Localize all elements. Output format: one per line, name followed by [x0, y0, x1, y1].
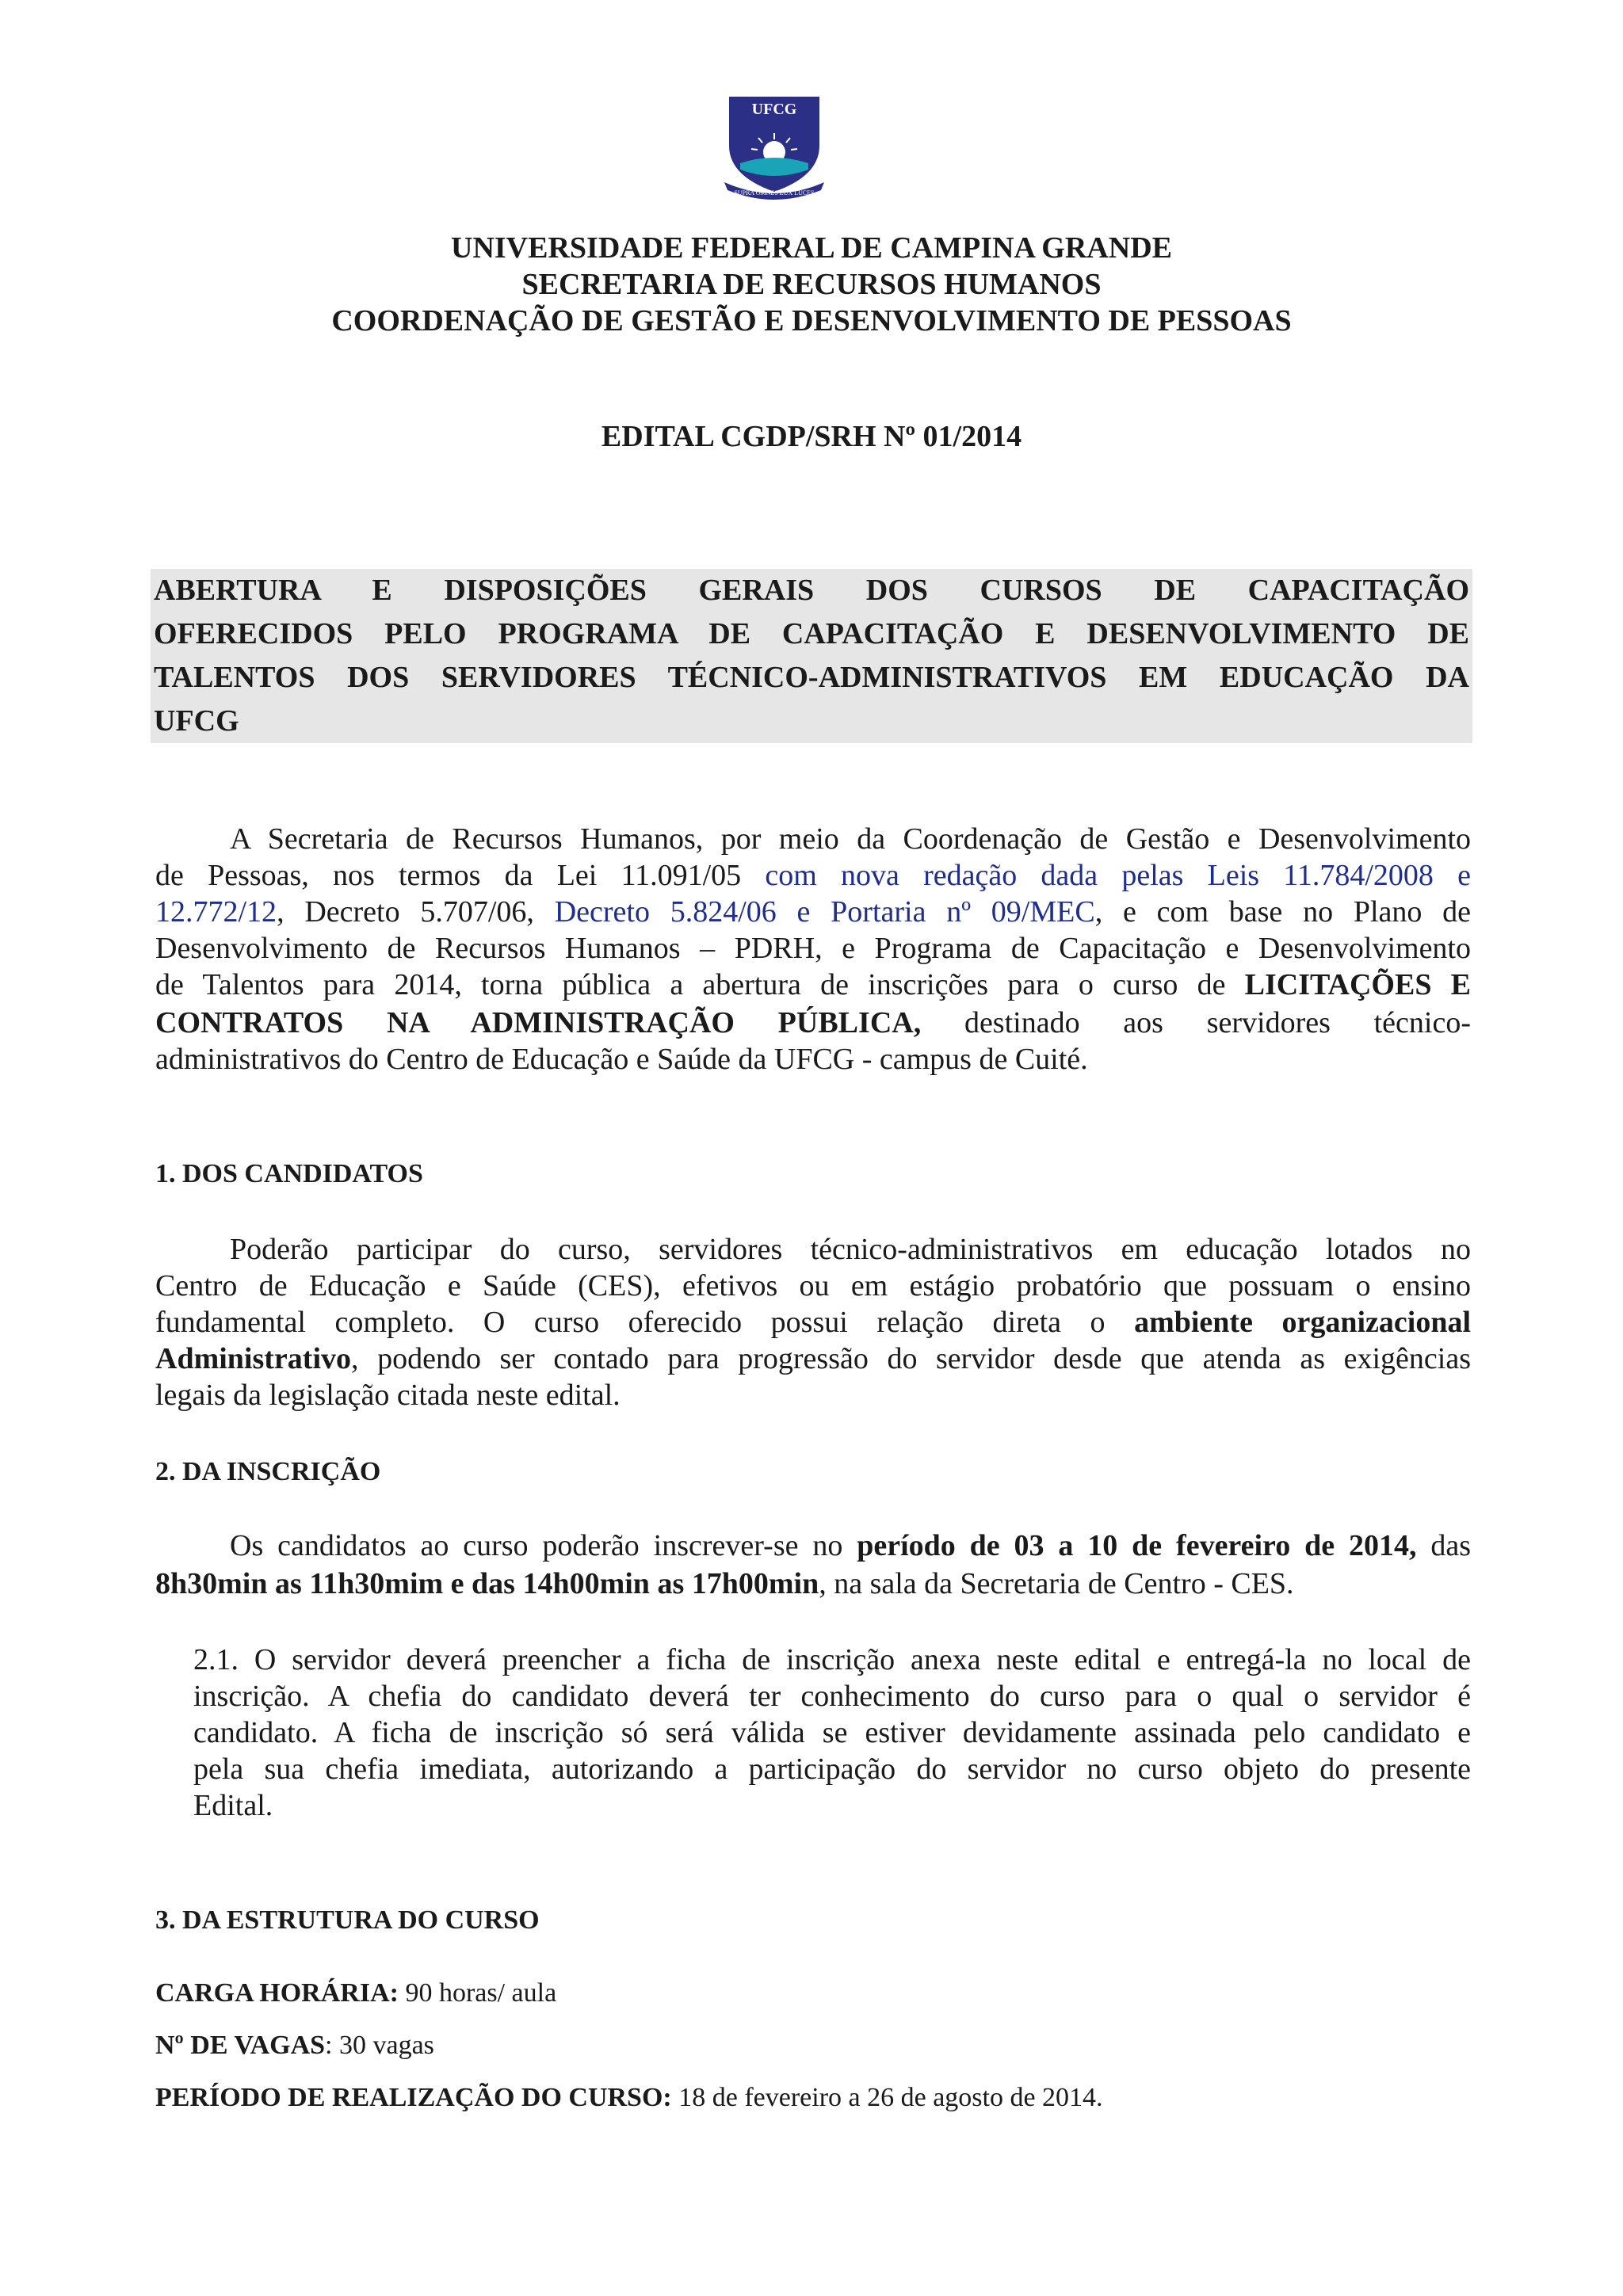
s2-1-line-4: pela sua chefia imediata, autorizando a participação do servidor no curso objeto do presente — [193, 1753, 1471, 1786]
title-line-2: OFERECIDOS PELO PROGRAMA DE CAPACITAÇÃO E DESENVOLVIMENTO DE — [154, 617, 1469, 650]
s1-line-3: fundamental completo. O curso oferecido possui relação direta o ambiente organizacional — [155, 1306, 1472, 1339]
s2-1-line-1: 2.1. O servidor deverá preencher a ficha de inscrição anexa neste edital e entregá-la no local de — [193, 1643, 1471, 1676]
s1-line-1: Poderão participar do curso, servidores técnico-administrativos em educação lotados no — [230, 1233, 1471, 1266]
title-line-1: ABERTURA E DISPOSIÇÕES GERAIS DOS CURSOS DE CAPACITAÇÃO — [154, 574, 1469, 607]
periodo-row: PERÍODO DE REALIZAÇÃO DO CURSO: 18 de fevereiro a 26 de agosto de 2014. — [155, 2083, 1103, 2112]
s2-1-line-5: Edital. — [193, 1789, 273, 1822]
section-1-heading: 1. DOS CANDIDATOS — [155, 1159, 423, 1188]
s1-line-4: Administrativo, podendo ser contado para progressão do servidor desde que atenda as exigências — [155, 1342, 1471, 1375]
logo-acronym: UFCG — [751, 101, 797, 118]
section-3-heading: 3. DA ESTRUTURA DO CURSO — [155, 1905, 540, 1935]
decree-reference-link: Decreto 5.824/06 e Portaria nº 09/MEC — [554, 895, 1095, 929]
s1-line-5: legais da legislação citada neste edital. — [155, 1379, 621, 1412]
s1-line-2: Centro de Educação e Saúde (CES), efetivos ou em estágio probatório que possuam o ensino — [155, 1269, 1471, 1302]
s2-line-2: 8h30min as 11h30mim e das 14h00min as 17h00min, na sala da Secretaria de Centro - CES. — [155, 1567, 1294, 1600]
vagas-row: Nº DE VAGAS: 30 vagas — [155, 2031, 434, 2060]
s2-1-line-2: inscrição. A chefia do candidato deverá ter conhecimento do curso para o qual o servidor é — [193, 1680, 1471, 1713]
logo-motto: SUPRA OMNES LUX LUCES — [734, 189, 815, 196]
header-university: UNIVERSIDADE FEDERAL DE CAMPINA GRANDE — [451, 231, 1172, 265]
header-coordenacao: COORDENAÇÃO DE GESTÃO E DESENVOLVIMENTO DE PESSOAS — [331, 304, 1292, 338]
intro-line-3: 12.772/12, Decreto 5.707/06, Decreto 5.824/06 e Portaria nº 09/MEC, e com base no Plano de — [155, 895, 1472, 929]
title-line-4: UFCG — [154, 704, 239, 738]
intro-line-7: administrativos do Centro de Educação e Saúde da UFCG - campus de Cuité. — [155, 1043, 1088, 1076]
s2-line-1: Os candidatos ao curso poderão inscrever-se no período de 03 a 10 de fevereiro de 2014, das — [230, 1529, 1471, 1562]
s2-1-line-3: candidato. A ficha de inscrição só será válida se estiver devidamente assinada pelo candidato e — [193, 1716, 1471, 1749]
edital-number: EDITAL CGDP/SRH Nº 01/2014 — [601, 420, 1022, 453]
legal-reference-link: com nova redação dada pelas Leis 11.784/2008 e — [765, 859, 1471, 892]
header-secretaria: SECRETARIA DE RECURSOS HUMANOS — [521, 268, 1102, 301]
section-2-heading: 2. DA INSCRIÇÃO — [155, 1457, 381, 1486]
intro-line-6: CONTRATOS NA ADMINISTRAÇÃO PÚBLICA, destinado aos servidores técnico- — [155, 1006, 1471, 1039]
intro-line-4: Desenvolvimento de Recursos Humanos – PDRH, e Programa de Capacitação e Desenvolvimento — [155, 932, 1471, 965]
edital-title-box — [151, 569, 1472, 743]
ufcg-logo — [723, 93, 826, 201]
carga-horaria-row: CARGA HORÁRIA: 90 horas/ aula — [155, 1978, 557, 2008]
intro-line-1: A Secretaria de Recursos Humanos, por meio da Coordenação de Gestão e Desenvolvimento — [230, 822, 1471, 856]
intro-line-2: de Pessoas, nos termos da Lei 11.091/05 com nova redação dada pelas Leis 11.784/2008 e — [155, 859, 1471, 892]
title-line-3: TALENTOS DOS SERVIDORES TÉCNICO-ADMINISTRATIVOS EM EDUCAÇÃO DA — [154, 661, 1469, 694]
intro-line-5: de Talentos para 2014, torna pública a abertura de inscrições para o curso de LICITAÇÕES E — [155, 968, 1471, 1001]
course-name: LICITAÇÕES E — [1244, 968, 1471, 1001]
institution-header — [151, 230, 1472, 339]
